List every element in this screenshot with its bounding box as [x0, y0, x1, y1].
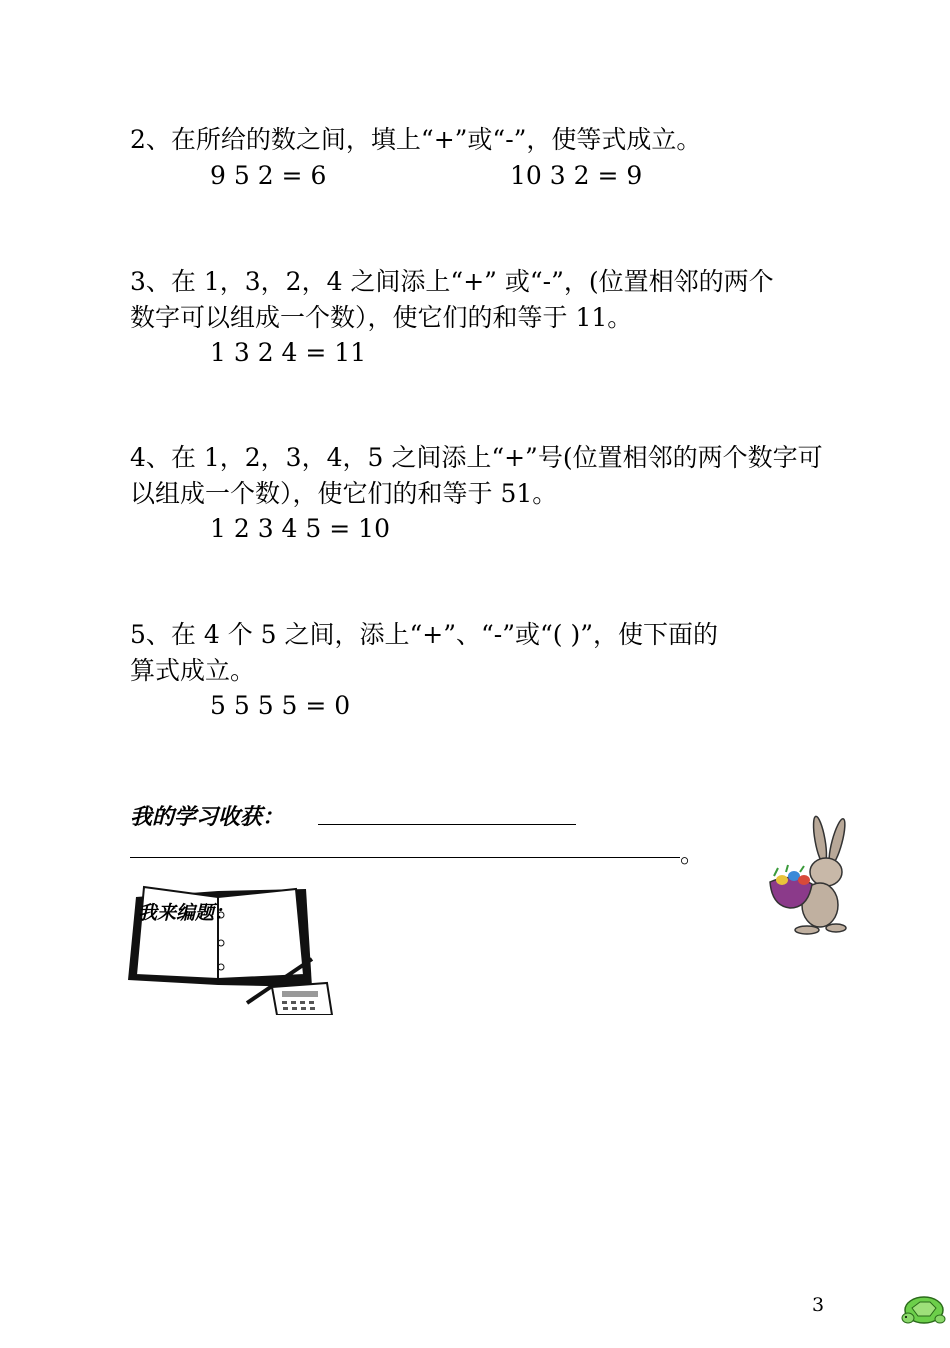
harvest-label: 我的学习收获： [130, 805, 285, 830]
problem-2-equation-b: 10 3 2 = 9 [510, 161, 643, 190]
problem-4-text-line-2: 以组成一个数），使它们的和等于 51。 [130, 479, 558, 508]
page-number: 3 [812, 1294, 825, 1316]
problem-5-text-line-2: 算式成立。 [130, 656, 256, 685]
problem-3-text-line-1: 3、在 1，3，2，4 之间添上“+” 或“-”，(位置相邻的两个 [130, 267, 774, 296]
turtle-logo-icon [900, 1290, 946, 1326]
problem-2-text: 2、在所给的数之间，填上“+”或“-”，使等式成立。 [130, 125, 702, 154]
problem-5-text-line-1: 5、在 4 个 5 之间，添上“+”、“-”或“( )”，使下面的 [130, 620, 719, 649]
notebook-icon [122, 875, 337, 1015]
harvest-period: 。 [680, 839, 706, 868]
notebook-label: 我来编题： [138, 902, 234, 924]
problem-3-equation: 1 3 2 4 = 11 [210, 338, 367, 367]
problem-3-text-line-2: 数字可以组成一个数），使它们的和等于 11。 [130, 303, 633, 332]
problem-5-equation: 5 5 5 5 = 0 [210, 691, 351, 720]
problem-4-text-line-1: 4、在 1，2，3，4，5 之间添上“+”号(位置相邻的两个数字可 [130, 443, 823, 472]
problem-2-equation-a: 9 5 2 = 6 [210, 161, 327, 190]
harvest-underline-1 [318, 824, 576, 825]
problem-4-equation: 1 2 3 4 5 = 10 [210, 514, 390, 543]
harvest-underline-2 [130, 857, 680, 858]
rabbit-icon [762, 810, 852, 938]
